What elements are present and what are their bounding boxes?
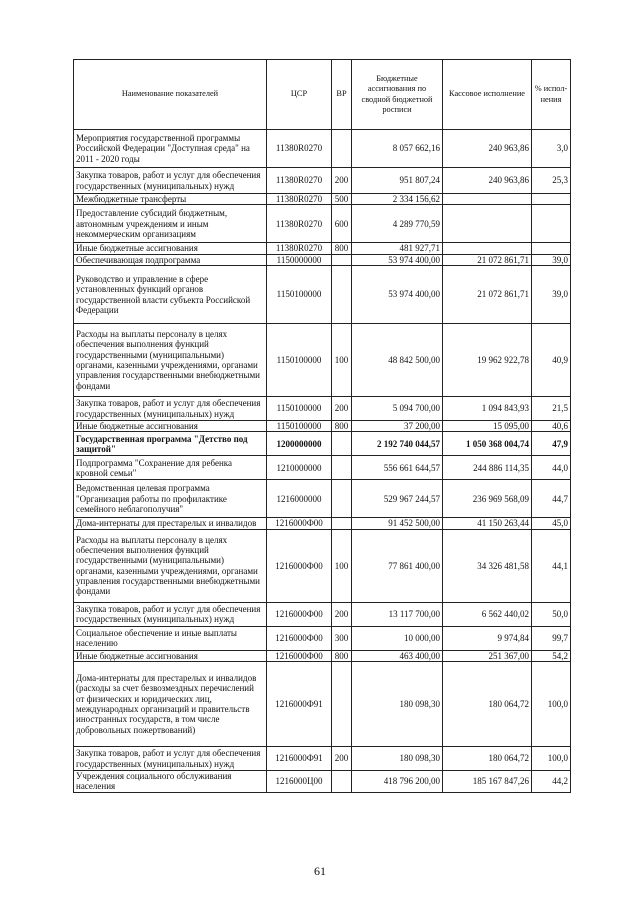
- cell-executed: [443, 194, 532, 205]
- cell-percent: 3,0: [532, 130, 571, 168]
- cell-csr: 1150000000: [267, 254, 332, 265]
- cell-executed: 185 167 847,26: [443, 771, 532, 793]
- cell-percent: 44,0: [532, 456, 571, 480]
- table-row: [74, 421, 571, 432]
- cell-assigned: 529 967 244,57: [352, 480, 443, 518]
- cell-name: Закупка товаров, работ и услуг для обеспечения государственных (муниципальных) нужд: [74, 397, 267, 421]
- cell-executed: 34 326 481,58: [443, 529, 532, 602]
- cell-csr: 11380R0270: [267, 194, 332, 205]
- cell-vr: 800: [332, 243, 352, 254]
- cell-executed: 1 094 843,93: [443, 397, 532, 421]
- cell-csr: 1216000Ц00: [267, 771, 332, 793]
- table-row: [74, 747, 571, 771]
- table-body: [74, 130, 571, 793]
- cell-csr: 11380R0270: [267, 168, 332, 194]
- cell-assigned: 77 861 400,00: [352, 529, 443, 602]
- cell-percent: 100,0: [532, 747, 571, 771]
- cell-name: Мероприятия государственной программы Российской Федерации "Доступная среда" на 2011 - 2020 годы: [74, 130, 267, 168]
- cell-name: Иные бюджетные ассигнования: [74, 243, 267, 254]
- cell-executed: 1 050 368 004,74: [443, 432, 532, 456]
- cell-assigned: 4 289 770,59: [352, 205, 443, 243]
- cell-executed: 6 562 440,02: [443, 602, 532, 626]
- table-row: [74, 626, 571, 650]
- table-row: [74, 243, 571, 254]
- cell-vr: [332, 480, 352, 518]
- header-assigned: Бюджетные ассигнования по сводной бюджетной росписи: [352, 60, 443, 130]
- budget-execution-table: [73, 59, 571, 793]
- cell-name: Расходы на выплаты персоналу в целях обеспечения выполнения функций государственными (муниципальными) органами, казенными учреждениями, органами управления государственными внебюджетными фондами: [74, 324, 267, 397]
- cell-percent: 47,9: [532, 432, 571, 456]
- cell-percent: 50,0: [532, 602, 571, 626]
- cell-vr: [332, 432, 352, 456]
- cell-csr: 1216000Ф91: [267, 662, 332, 747]
- cell-vr: 500: [332, 194, 352, 205]
- cell-assigned: 37 200,00: [352, 421, 443, 432]
- cell-assigned: 10 000,00: [352, 626, 443, 650]
- page-number: 61: [314, 864, 326, 878]
- table-row: [74, 480, 571, 518]
- cell-executed: 236 969 568,09: [443, 480, 532, 518]
- table-row: [74, 397, 571, 421]
- cell-name: Расходы на выплаты персоналу в целях обеспечения выполнения функций государственными (муниципальными) органами, казенными учреждениями, органами управления государственными внебюджетными фондами: [74, 529, 267, 602]
- cell-vr: 600: [332, 205, 352, 243]
- cell-name: Ведомственная целевая программа "Организация работы по профилактике семейного неблагополучия": [74, 480, 267, 518]
- cell-vr: [332, 266, 352, 324]
- cell-percent: 40,9: [532, 324, 571, 397]
- table-row: [74, 650, 571, 661]
- cell-percent: 54,2: [532, 650, 571, 661]
- cell-executed: 41 150 263,44: [443, 518, 532, 529]
- cell-csr: 1150100000: [267, 397, 332, 421]
- cell-vr: 200: [332, 747, 352, 771]
- cell-assigned: 418 796 200,00: [352, 771, 443, 793]
- cell-csr: 1216000Ф00: [267, 650, 332, 661]
- cell-assigned: 481 927,71: [352, 243, 443, 254]
- cell-assigned: 463 400,00: [352, 650, 443, 661]
- cell-csr: 1210000000: [267, 456, 332, 480]
- table-row: [74, 432, 571, 456]
- cell-name: Межбюджетные трансферты: [74, 194, 267, 205]
- cell-vr: [332, 456, 352, 480]
- cell-percent: 21,5: [532, 397, 571, 421]
- cell-name: Закупка товаров, работ и услуг для обеспечения государственных (муниципальных) нужд: [74, 602, 267, 626]
- cell-csr: 1150100000: [267, 266, 332, 324]
- cell-executed: 244 886 114,35: [443, 456, 532, 480]
- cell-percent: 44,2: [532, 771, 571, 793]
- header-csr: ЦСР: [267, 60, 332, 130]
- cell-vr: 300: [332, 626, 352, 650]
- cell-vr: 100: [332, 529, 352, 602]
- cell-assigned: 2 334 156,62: [352, 194, 443, 205]
- cell-name: Закупка товаров, работ и услуг для обеспечения государственных (муниципальных) нужд: [74, 747, 267, 771]
- cell-executed: 180 064,72: [443, 747, 532, 771]
- cell-name: Руководство и управление в сфере установленных функций органов государственной власти субъекта Российской Федерации: [74, 266, 267, 324]
- cell-csr: 1216000Ф91: [267, 747, 332, 771]
- table-row: [74, 771, 571, 793]
- cell-percent: 45,0: [532, 518, 571, 529]
- cell-vr: 200: [332, 168, 352, 194]
- cell-executed: 21 072 861,71: [443, 266, 532, 324]
- table-row: [74, 662, 571, 747]
- cell-percent: 100,0: [532, 662, 571, 747]
- cell-name: Учреждения социального обслуживания населения: [74, 771, 267, 793]
- cell-csr: 1216000Ф00: [267, 626, 332, 650]
- cell-executed: 240 963,86: [443, 168, 532, 194]
- cell-name: Дома-интернаты для престарелых и инвалидов: [74, 518, 267, 529]
- cell-csr: 1200000000: [267, 432, 332, 456]
- cell-name: Иные бюджетные ассигнования: [74, 421, 267, 432]
- cell-name: Дома-интернаты для престарелых и инвалидов (расходы за счет безвозмездных перечислений от физических и юридических лиц, международных организаций и правительств иностранных государств, в том числе добровольных пожертвований): [74, 662, 267, 747]
- cell-assigned: 556 661 644,57: [352, 456, 443, 480]
- cell-name: Социальное обеспечение и иные выплаты населению: [74, 626, 267, 650]
- table-row: [74, 456, 571, 480]
- cell-executed: [443, 243, 532, 254]
- cell-vr: [332, 130, 352, 168]
- cell-csr: 11380R0270: [267, 243, 332, 254]
- cell-assigned: 2 192 740 044,57: [352, 432, 443, 456]
- cell-assigned: 48 842 500,00: [352, 324, 443, 397]
- cell-percent: 39,0: [532, 266, 571, 324]
- cell-assigned: 5 094 700,00: [352, 397, 443, 421]
- cell-percent: 44,7: [532, 480, 571, 518]
- cell-csr: 11380R0270: [267, 205, 332, 243]
- table-row: [74, 324, 571, 397]
- table-row: [74, 254, 571, 265]
- table-row: [74, 266, 571, 324]
- cell-name: Государственная программа "Детство под защитой": [74, 432, 267, 456]
- cell-name: Иные бюджетные ассигнования: [74, 650, 267, 661]
- cell-csr: 11380R0270: [267, 130, 332, 168]
- cell-executed: 15 095,00: [443, 421, 532, 432]
- cell-percent: 40,6: [532, 421, 571, 432]
- table-row: [74, 130, 571, 168]
- cell-executed: 21 072 861,71: [443, 254, 532, 265]
- cell-executed: 180 064,72: [443, 662, 532, 747]
- cell-assigned: 53 974 400,00: [352, 254, 443, 265]
- cell-name: Закупка товаров, работ и услуг для обеспечения государственных (муниципальных) нужд: [74, 168, 267, 194]
- cell-executed: 240 963,86: [443, 130, 532, 168]
- cell-assigned: 13 117 700,00: [352, 602, 443, 626]
- cell-vr: [332, 662, 352, 747]
- cell-csr: 1216000000: [267, 480, 332, 518]
- cell-assigned: 180 098,30: [352, 662, 443, 747]
- cell-vr: 200: [332, 397, 352, 421]
- cell-name: Подпрограмма "Сохранение для ребенка кровной семьи": [74, 456, 267, 480]
- cell-executed: [443, 205, 532, 243]
- cell-csr: 1216000Ф00: [267, 602, 332, 626]
- cell-assigned: 8 057 662,16: [352, 130, 443, 168]
- cell-executed: 19 962 922,78: [443, 324, 532, 397]
- cell-csr: 1150100000: [267, 324, 332, 397]
- cell-vr: [332, 254, 352, 265]
- table-row: [74, 602, 571, 626]
- cell-name: Обеспечивающая подпрограмма: [74, 254, 267, 265]
- cell-vr: [332, 518, 352, 529]
- cell-assigned: 91 452 500,00: [352, 518, 443, 529]
- header-vr: ВР: [332, 60, 352, 130]
- cell-vr: 800: [332, 421, 352, 432]
- table-row: [74, 168, 571, 194]
- cell-name: Предоставление субсидий бюджетным, автономным учреждениям и иным некоммерческим организациям: [74, 205, 267, 243]
- cell-vr: [332, 771, 352, 793]
- header-executed: Кассовое исполнение: [443, 60, 532, 130]
- cell-executed: 251 367,00: [443, 650, 532, 661]
- cell-assigned: 951 807,24: [352, 168, 443, 194]
- table-row: [74, 205, 571, 243]
- header-name: Наименование показателей: [74, 60, 267, 130]
- cell-vr: 100: [332, 324, 352, 397]
- table-header-row: [74, 60, 571, 130]
- table-row: [74, 194, 571, 205]
- cell-percent: 99,7: [532, 626, 571, 650]
- cell-assigned: 180 098,30: [352, 747, 443, 771]
- cell-executed: 9 974,84: [443, 626, 532, 650]
- cell-percent: 39,0: [532, 254, 571, 265]
- cell-csr: 1216000Ф00: [267, 529, 332, 602]
- cell-vr: 200: [332, 602, 352, 626]
- cell-vr: 800: [332, 650, 352, 661]
- table-row: [74, 518, 571, 529]
- cell-percent: [532, 194, 571, 205]
- header-percent: % испол-нения: [532, 60, 571, 130]
- table-row: [74, 529, 571, 602]
- cell-csr: 1216000Ф00: [267, 518, 332, 529]
- cell-assigned: 53 974 400,00: [352, 266, 443, 324]
- cell-percent: [532, 205, 571, 243]
- cell-percent: [532, 243, 571, 254]
- cell-csr: 1150100000: [267, 421, 332, 432]
- cell-percent: 44,1: [532, 529, 571, 602]
- cell-percent: 25,3: [532, 168, 571, 194]
